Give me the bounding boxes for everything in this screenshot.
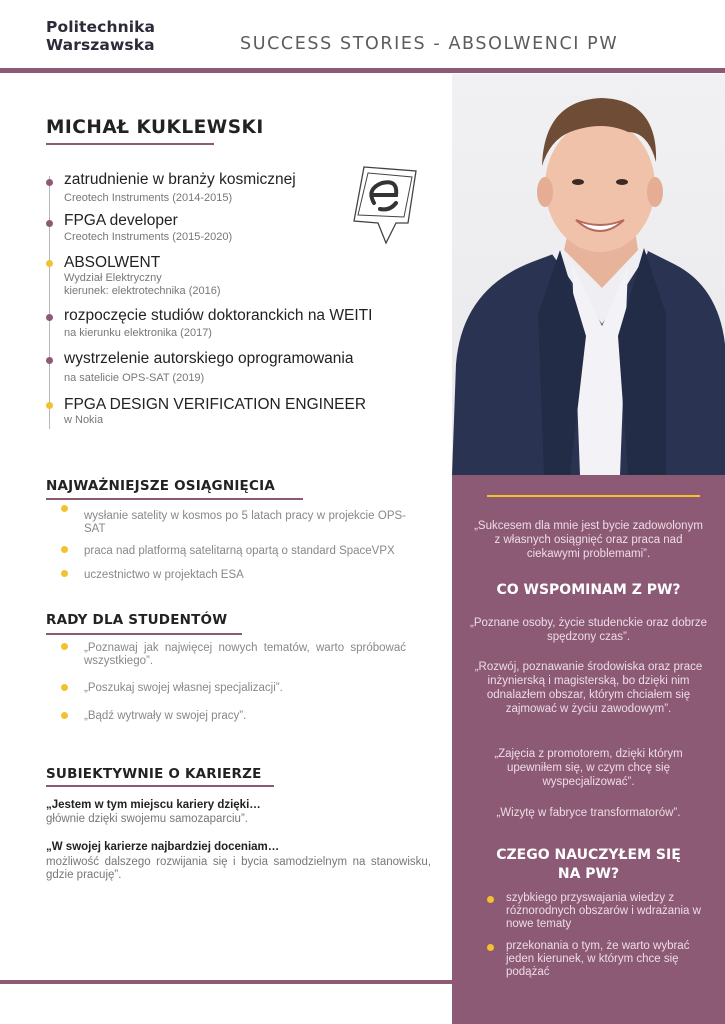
timeline-subtitle: Creotech Instruments (2014-2015) xyxy=(64,192,233,204)
bullet-dot xyxy=(61,570,68,577)
memory-item: „Rozwój, poznawanie środowiska oraz prace inżynierską i magisterską, bo dzięki nim odnalazłem obszar, którym chciałem się zajmować w życiu zawodowym”. xyxy=(474,661,703,715)
timeline-title: rozpoczęcie studiów doktoranckich na WEITI xyxy=(64,307,373,324)
achievement-item: praca nad platformą satelitarną opartą o standard SpaceVPX xyxy=(84,545,395,557)
timeline-subtitle: Creotech Instruments (2015-2020) xyxy=(64,231,233,243)
page-header-title: SUCCESS STORIES - ABSOLWENCI PW xyxy=(240,34,619,54)
memory-item: „Wizytę w fabryce transformatorów”. xyxy=(496,807,681,819)
career-title: SUBIEKTYWNIE O KARIERZE xyxy=(46,766,262,782)
timeline-subtitle: kierunek: elektrotechnika (2016) xyxy=(64,285,221,297)
logo-line-2: Warszawska xyxy=(46,36,155,54)
career-underline xyxy=(46,785,274,787)
timeline-dot xyxy=(46,402,53,409)
bullet-dot xyxy=(61,684,68,691)
timeline-subtitle: na satelicie OPS-SAT (2019) xyxy=(64,372,205,384)
header-divider xyxy=(0,68,725,73)
learned-item: przekonania o tym, że warto wybrać jeden kierunek, w którym chce się podążać xyxy=(506,940,690,978)
memory-item: „Zajęcia z promotorem, dzięki którym upewniłem się, w czym chcę się wyspecjalizować”. xyxy=(494,748,683,788)
advice-item: „Poznawaj jak najwięcej nowych tematów, warto spróbować wszystkiego”. xyxy=(84,642,406,667)
e-logo-icon xyxy=(350,165,420,247)
timeline-dot xyxy=(46,314,53,321)
memories-title: CO WSPOMINAM Z PW? xyxy=(496,582,681,598)
timeline-dot xyxy=(46,357,53,364)
timeline-axis xyxy=(49,176,50,429)
career-answer: możliwość dalszego rozwijania się i bycia samodzielnym na stanowisku, gdzie pracuję”. xyxy=(46,856,431,881)
bullet-dot xyxy=(487,896,494,903)
name-underline xyxy=(46,143,214,145)
side-panel xyxy=(452,475,725,1024)
bullet-dot xyxy=(61,505,68,512)
learned-item: szybkiego przyswajania wiedzy z różnorodnych obszarów i wdrażania w nowe tematy xyxy=(506,892,701,930)
advice-underline xyxy=(46,633,242,635)
achievements-title: NAJWAŻNIEJSZE OSIĄGNIĘCIA xyxy=(46,478,275,494)
portrait-photo xyxy=(452,74,725,475)
timeline-title: FPGA developer xyxy=(64,212,178,229)
timeline-dot xyxy=(46,179,53,186)
advice-item: „Bądź wytrwały w swojej pracy”. xyxy=(84,710,247,722)
memory-item: „Poznane osoby, życie studenckie oraz dobrze spędzony czas”. xyxy=(470,617,707,643)
bullet-dot xyxy=(487,944,494,951)
advice-item: „Poszukaj swojej własnej specjalizacji”. xyxy=(84,682,283,694)
career-answer: głównie dzięki swojemu samozaparciu”. xyxy=(46,813,248,825)
timeline-title: wystrzelenie autorskiego oprogramowania xyxy=(64,350,354,367)
bullet-dot xyxy=(61,643,68,650)
career-question: „Jestem w tym miejscu kariery dzięki… xyxy=(46,799,261,811)
timeline-dot xyxy=(46,260,53,267)
achievements-underline xyxy=(46,498,303,500)
timeline-title: FPGA DESIGN VERIFICATION ENGINEER xyxy=(64,396,367,413)
timeline-dot xyxy=(46,220,53,227)
timeline-title: zatrudnienie w branży kosmicznej xyxy=(64,171,296,188)
success-quote: „Sukcesem dla mnie jest bycie zadowolonym z własnych osiągnięć oraz praca nad ciekawymi problemami”. xyxy=(474,520,703,560)
achievement-item: uczestnictwo w projektach ESA xyxy=(84,569,244,581)
learned-title: CZEGO NAUCZYŁEM SIĘ NA PW? xyxy=(496,847,681,882)
logo-line-1: Politechnika xyxy=(46,18,156,36)
timeline-subtitle: Wydział Elektryczny xyxy=(64,272,162,284)
timeline-subtitle: w Nokia xyxy=(64,414,104,426)
panel-accent-line xyxy=(487,495,700,497)
university-logo xyxy=(46,18,155,54)
timeline-title: ABSOLWENT xyxy=(64,254,161,271)
footer-divider xyxy=(0,980,452,984)
person-name: MICHAŁ KUKLEWSKI xyxy=(46,117,264,138)
bullet-dot xyxy=(61,546,68,553)
advice-title: RADY DLA STUDENTÓW xyxy=(46,612,228,628)
achievement-item: wysłanie satelity w kosmos po 5 latach pracy w projekcie OPS-SAT xyxy=(84,510,406,535)
timeline-subtitle: na kierunku elektronika (2017) xyxy=(64,327,212,339)
bullet-dot xyxy=(61,712,68,719)
career-question: „W swojej karierze najbardziej doceniam… xyxy=(46,841,280,853)
portrait-illustration xyxy=(452,74,725,475)
